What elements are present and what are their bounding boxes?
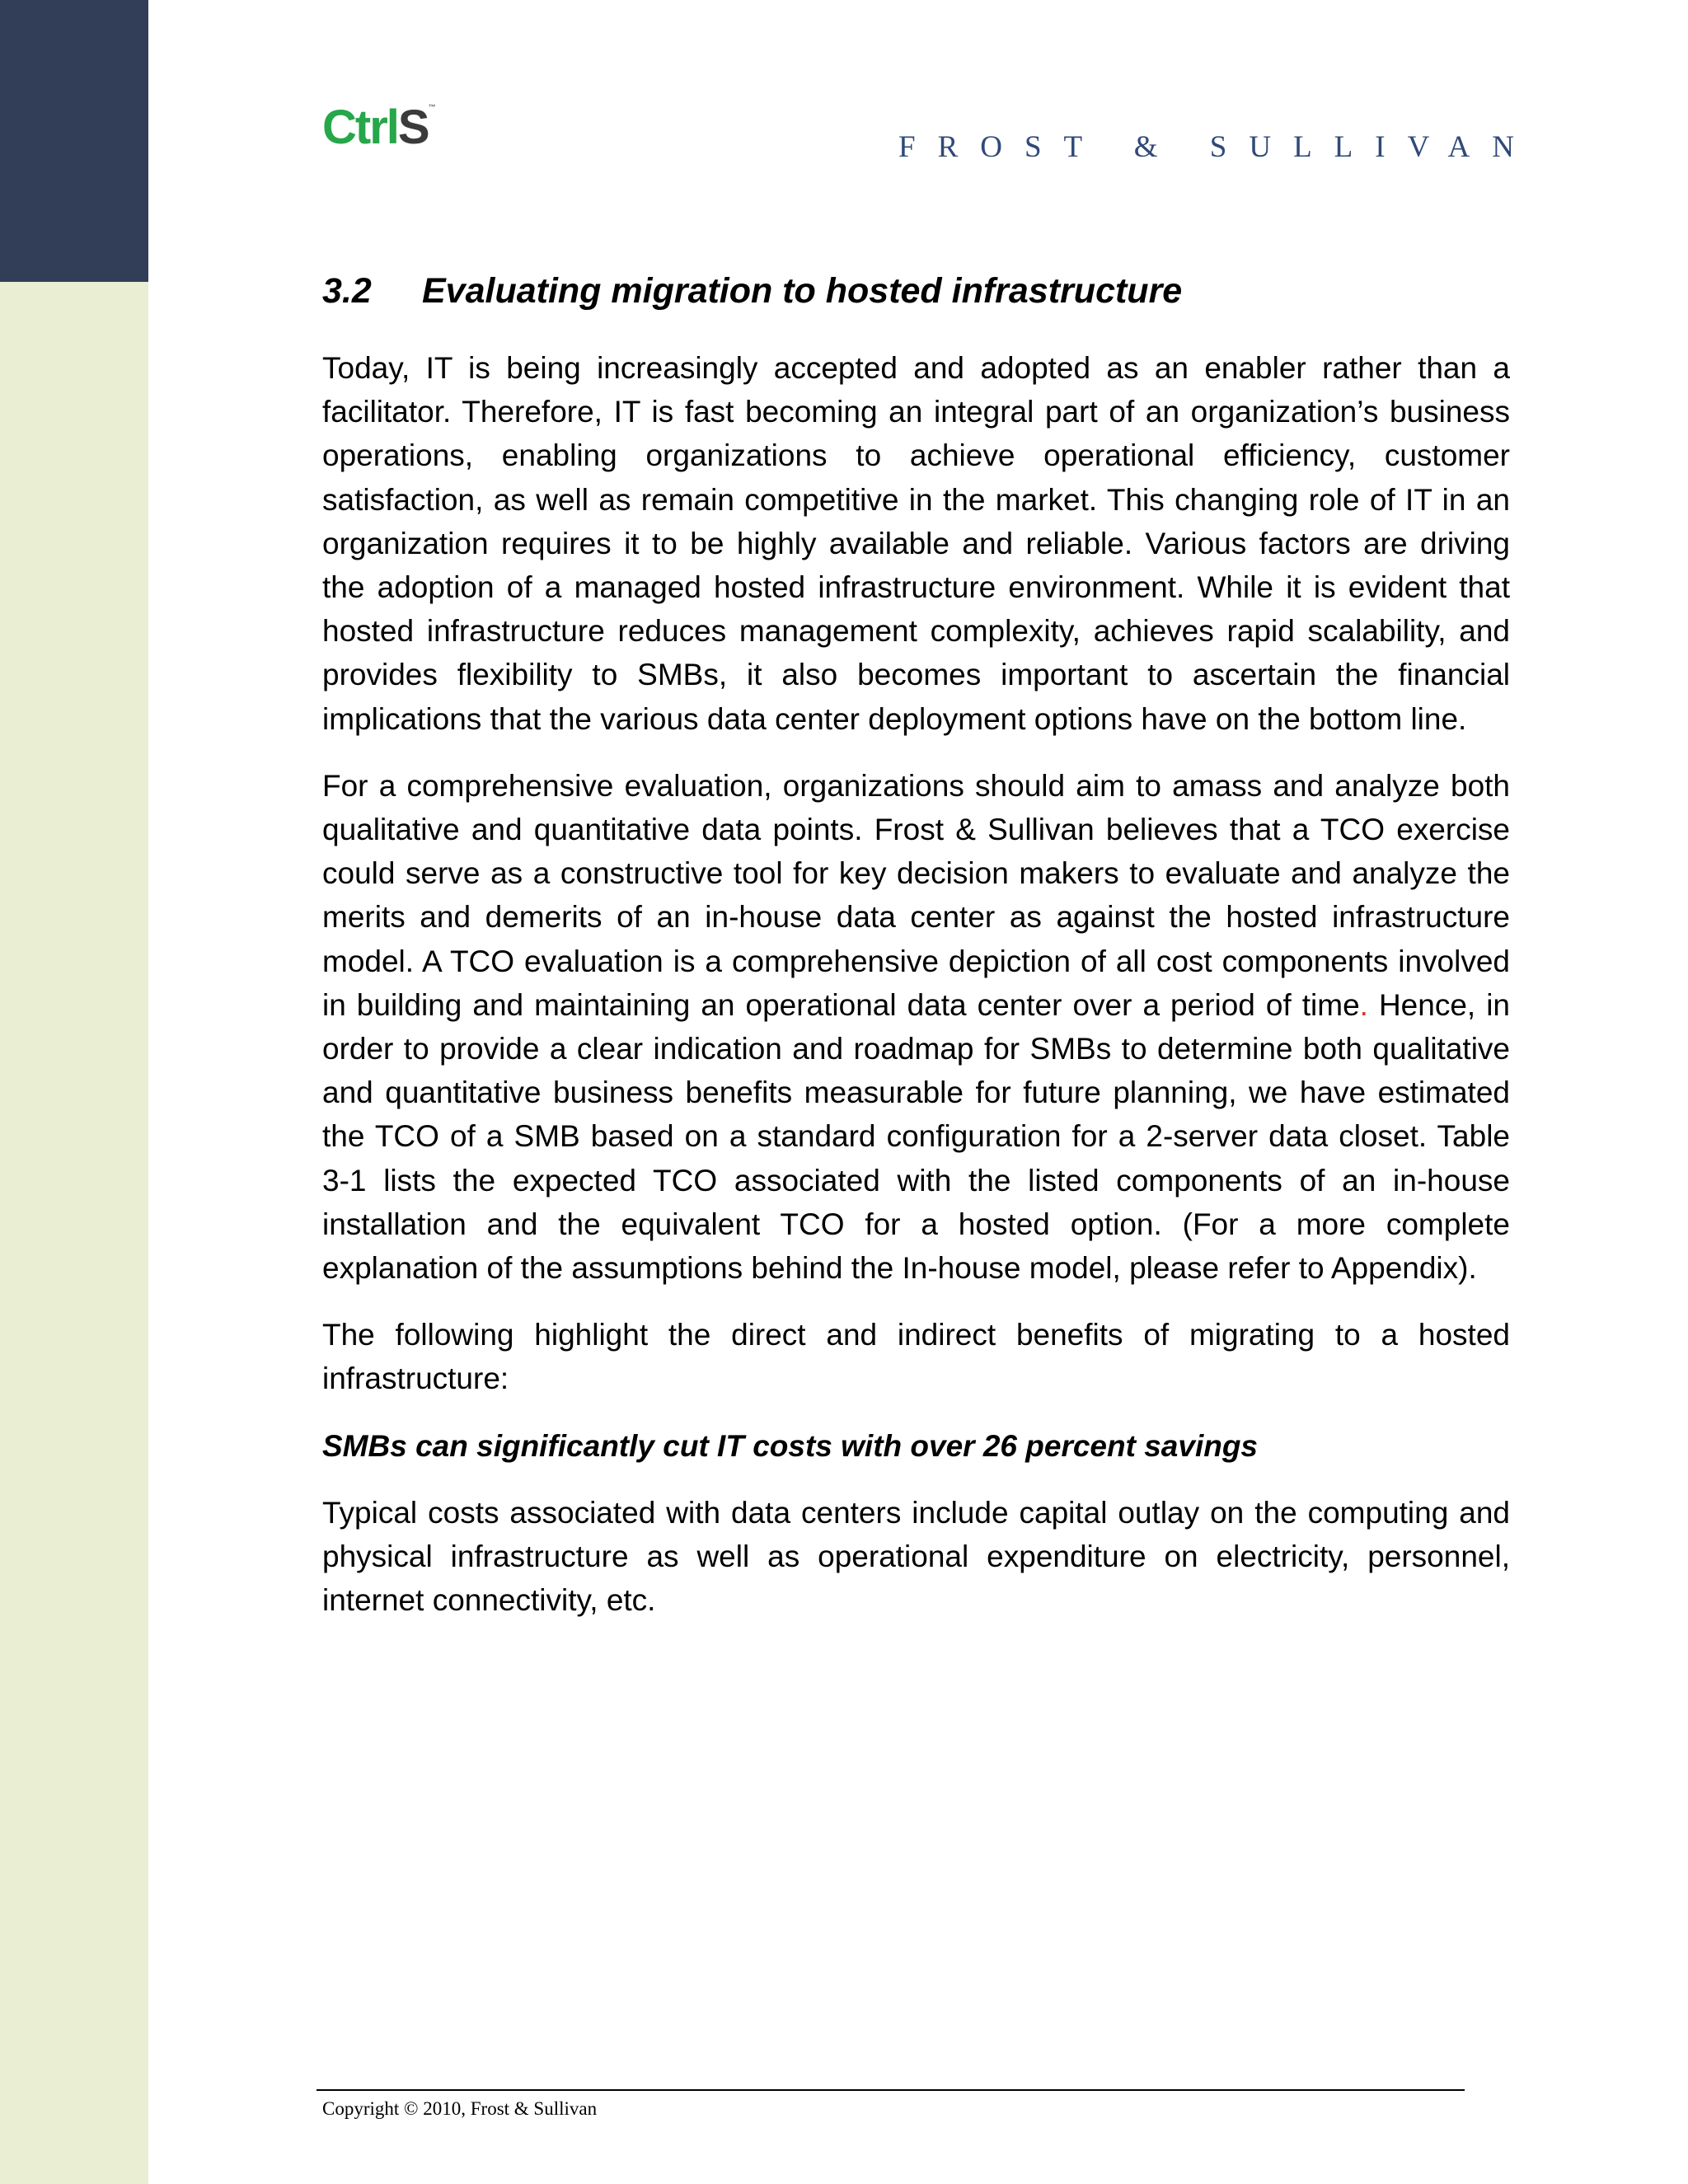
sidebar-dark-block — [0, 0, 148, 282]
section-number: 3.2 — [322, 271, 372, 311]
footer-divider — [316, 2089, 1465, 2091]
paragraph-1: Today, IT is being increasingly accepted and adopted as an enabler rather than a facilitator. Therefore, IT is fast becoming an integral part of an organization’s business operations, enabling organizations to achieve operational efficiency, customer satisfaction, as well as remain competitive in the market. This changing role of IT in an organization requires it to be highly available and reliable. Various factors are driving the adoption of a managed hosted infrastructure environment. While it is evident that hosted infrastructure reduces management complexity, achieves rapid scalability, and provides flexibility to SMBs, it also becomes important to ascertain the financial implications that the various data center deployment options have on the bottom line. — [322, 351, 1510, 736]
footer-copyright: Copyright © 2010, Frost & Sullivan — [322, 2098, 598, 2119]
paragraph-2-red-dot: . — [1359, 987, 1368, 1022]
ctrls-logo-ctrl: Ctrl — [322, 101, 398, 154]
ctrls-logo — [322, 101, 436, 154]
paragraph-4: Typical costs associated with data centers include capital outlay on the computing and physical infrastructure as well as operational expenditure on electricity, personnel, internet connectivity, etc. — [322, 1495, 1510, 1618]
section-heading — [322, 265, 1510, 316]
paragraph-2-text-b: Hence, in order to provide a clear indication and roadmap for SMBs to determine both qualitative and quantitative business benefits measurable for future planning, we have estimated the TCO of a SMB based on a standard configuration for a 2-server data closet. Table 3-1 lists the expected TCO associated with the listed components of an in-house installation and the equivalent TCO for a hosted option. (For a more complete explanation of the assumptions behind the In-house model, please refer to Appendix). — [322, 987, 1511, 1286]
sub-heading: SMBs can significantly cut IT costs with over 26 percent savings — [322, 1428, 1259, 1463]
page-content — [322, 265, 1510, 1645]
ctrls-logo-tm: ™ — [428, 103, 436, 111]
frost-sullivan-logo: FROST & SULLIVAN — [898, 130, 1536, 164]
paragraph-2-text-a: For a comprehensive evaluation, organizations should aim to amass and analyze both qualitative and quantitative data points. Frost & Sullivan believes that a TCO exercise could serve as a constructive tool for key decision makers to evaluate and analyze the merits and demerits of an in-house data center as against the hosted infrastructure model. A TCO evaluation is a comprehensive depiction of all cost components involved in building and maintaining an operational data center over a period of time — [322, 768, 1510, 1022]
section-title: Evaluating migration to hosted infrastructure — [422, 271, 1183, 311]
sidebar-band — [0, 0, 148, 2184]
paragraph-3: The following highlight the direct and indirect benefits of migrating to a hosted infrastructure: — [322, 1318, 1510, 1396]
paragraph-2 — [322, 764, 1510, 1290]
ctrls-logo-s: S — [397, 101, 429, 154]
